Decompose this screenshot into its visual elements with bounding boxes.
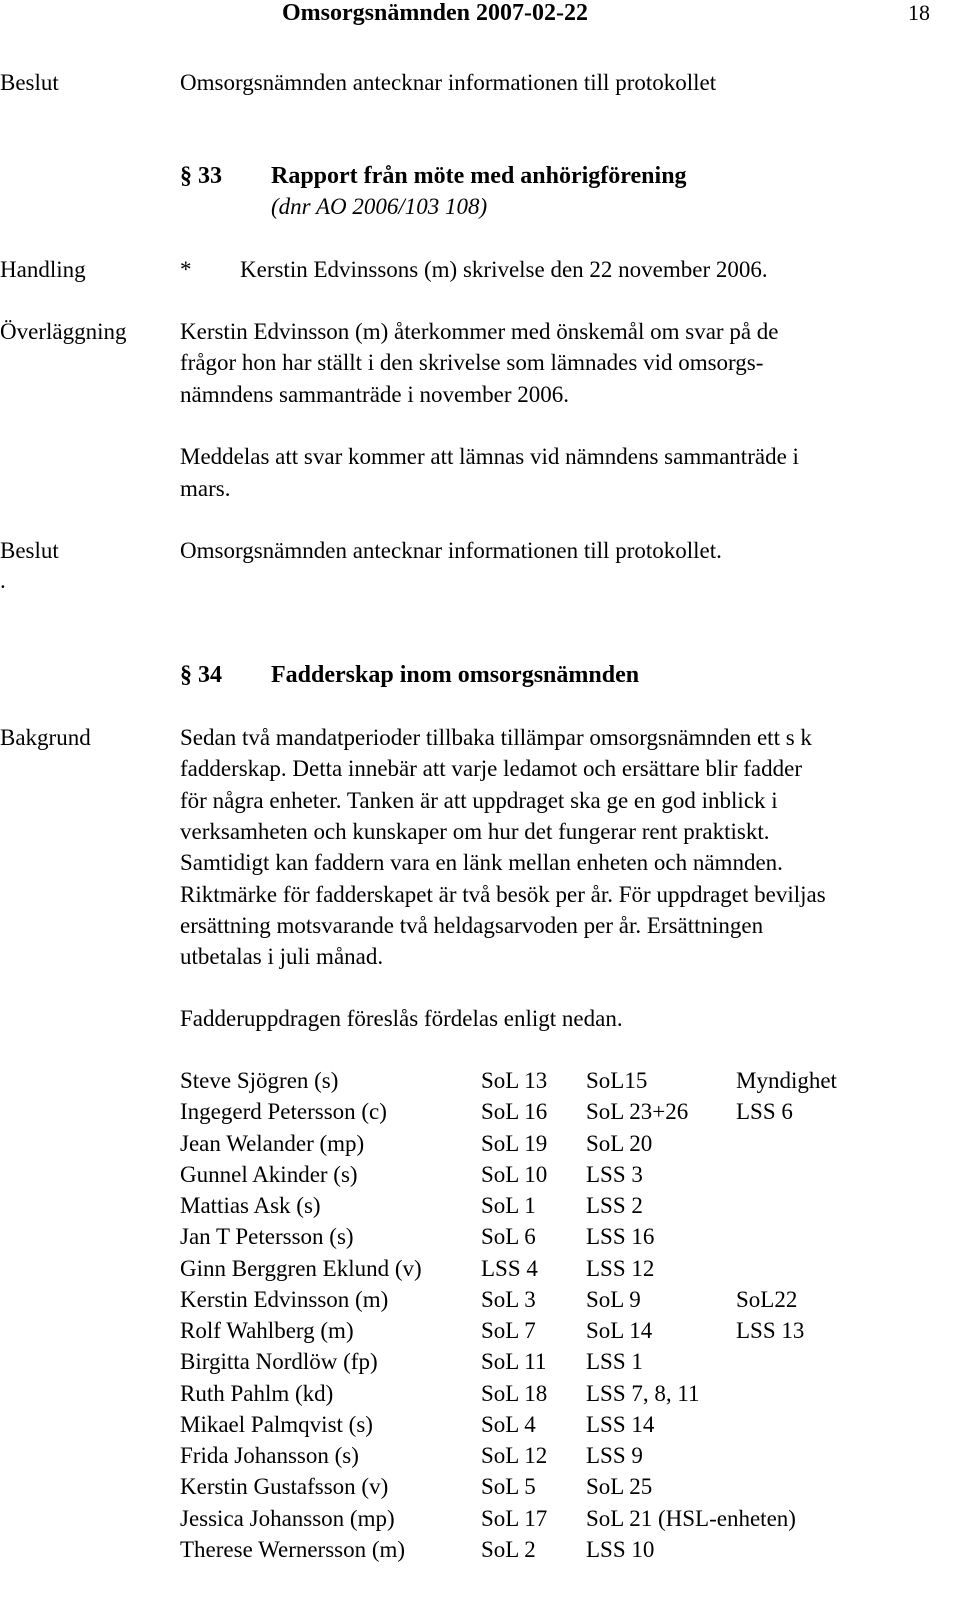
fadder-name: Frida Johansson (s) — [180, 1443, 359, 1468]
handling-label: Handling — [0, 257, 86, 282]
bakgrund-line: Riktmärke för fadderskapet är två besök per år. För uppdraget beviljas — [180, 882, 826, 907]
fadder-name: Mikael Palmqvist (s) — [180, 1412, 373, 1437]
fadder-unit-1: SoL 2 — [481, 1537, 536, 1562]
fadder-name: Steve Sjögren (s) — [180, 1068, 339, 1093]
overlaggning-line: nämndens sammanträde i november 2006. — [180, 382, 569, 407]
fadder-unit-1: SoL 11 — [481, 1349, 547, 1374]
fadder-unit-3: Myndighet — [736, 1068, 837, 1093]
fadder-name: Jessica Johansson (mp) — [180, 1506, 395, 1531]
fadder-unit-1: SoL 6 — [481, 1224, 536, 1249]
fadder-unit-1: LSS 4 — [481, 1256, 538, 1281]
fadder-unit-2: SoL 14 — [586, 1318, 653, 1343]
bakgrund-label: Bakgrund — [0, 725, 91, 750]
handling-bullet: * — [180, 257, 192, 282]
fadder-unit-2: SoL 20 — [586, 1131, 653, 1156]
fadder-name: Jean Welander (mp) — [180, 1131, 365, 1156]
fadder-unit-1: SoL 10 — [481, 1162, 548, 1187]
overlaggning-line: frågor hon har ställt i den skrivelse som lämnades vid omsorgs- — [180, 350, 764, 375]
fadder-unit-1: SoL 3 — [481, 1287, 536, 1312]
bakgrund-line: Samtidigt kan faddern vara en länk mellan enheten och nämnden. — [180, 850, 783, 875]
fadder-name: Therese Wernersson (m) — [180, 1537, 406, 1562]
section-number: § 34 — [180, 662, 222, 688]
overlaggning-line: Kerstin Edvinsson (m) återkommer med önskemål om svar på de — [180, 319, 779, 344]
fadder-unit-1: SoL 7 — [481, 1318, 536, 1343]
beslut-label: Beslut — [0, 538, 59, 563]
fadder-unit-2: SoL 21 (HSL-enheten) — [586, 1506, 796, 1531]
meddelas-line: Meddelas att svar kommer att lämnas vid nämndens sammanträde i — [180, 444, 799, 469]
fadder-unit-2: LSS 14 — [586, 1412, 655, 1437]
fadder-unit-3: LSS 13 — [736, 1318, 805, 1343]
fadder-unit-1: SoL 13 — [481, 1068, 548, 1093]
section-title: Fadderskap inom omsorgsnämnden — [271, 662, 640, 688]
fadder-unit-3: LSS 6 — [736, 1099, 793, 1124]
fadder-unit-1: SoL 4 — [481, 1412, 536, 1437]
fadder-name: Kerstin Gustafsson (v) — [180, 1474, 389, 1499]
overlaggning-label: Överläggning — [0, 319, 127, 344]
fadder-name: Gunnel Akinder (s) — [180, 1162, 358, 1187]
bakgrund-line: för några enheter. Tanken är att uppdraget ska ge en god inblick i — [180, 788, 778, 813]
beslut-label: Beslut — [0, 70, 59, 95]
fadder-unit-2: LSS 10 — [586, 1537, 655, 1562]
handling-text: Kerstin Edvinssons (m) skrivelse den 22 november 2006. — [240, 257, 768, 282]
fadder-unit-2: LSS 16 — [586, 1224, 655, 1249]
fadder-unit-2: LSS 2 — [586, 1193, 643, 1218]
beslut-text: Omsorgsnämnden antecknar informationen till protokollet — [180, 70, 717, 95]
fadder-name: Rolf Wahlberg (m) — [180, 1318, 354, 1343]
fadder-unit-2: SoL 9 — [586, 1287, 641, 1312]
fadder-unit-1: SoL 17 — [481, 1506, 548, 1531]
fadder-unit-1: SoL 12 — [481, 1443, 548, 1468]
bakgrund-line: verksamheten och kunskaper om hur det fungerar rent praktiskt. — [180, 819, 770, 844]
bakgrund-line: fadderskap. Detta innebär att varje ledamot och ersättare blir fadder — [180, 756, 802, 781]
fadder-unit-2: LSS 9 — [586, 1443, 643, 1468]
bakgrund-line: ersättning motsvarande två heldagsarvoden per år. Ersättningen — [180, 913, 764, 938]
section-number: § 33 — [180, 163, 222, 189]
bakgrund-line: utbetalas i juli månad. — [180, 944, 384, 969]
beslut-text: Omsorgsnämnden antecknar informationen till protokollet. — [180, 538, 722, 563]
fadder-name: Kerstin Edvinsson (m) — [180, 1287, 389, 1312]
fadder-name: Jan T Petersson (s) — [180, 1224, 354, 1249]
fadder-unit-1: SoL 5 — [481, 1474, 536, 1499]
fadder-unit-1: SoL 18 — [481, 1381, 548, 1406]
fadder-name: Ingegerd Petersson (c) — [180, 1099, 387, 1124]
fadder-name: Ginn Berggren Eklund (v) — [180, 1256, 422, 1281]
bakgrund-line: Sedan två mandatperioder tillbaka tillämpar omsorgsnämnden ett s k — [180, 725, 812, 750]
section-title: Rapport från möte med anhörigförening — [271, 163, 687, 189]
fadder-unit-2: LSS 7, 8, 11 — [586, 1381, 700, 1406]
fadder-unit-2: SoL 23+26 — [586, 1099, 689, 1124]
fadder-unit-2: SoL 25 — [586, 1474, 653, 1499]
fadder-name: Birgitta Nordlöw (fp) — [180, 1349, 378, 1374]
beslut-dot: . — [0, 568, 6, 593]
page-header-title: Omsorgsnämnden 2007-02-22 — [282, 0, 589, 26]
fadder-unit-2: LSS 1 — [586, 1349, 643, 1374]
fadder-unit-2: LSS 12 — [586, 1256, 655, 1281]
fadder-unit-1: SoL 16 — [481, 1099, 548, 1124]
fadder-unit-2: SoL15 — [586, 1068, 648, 1093]
fadder-unit-3: SoL22 — [736, 1287, 798, 1312]
dnr-reference: (dnr AO 2006/103 108) — [271, 194, 488, 219]
fadder-unit-2: LSS 3 — [586, 1162, 643, 1187]
fadder-name: Ruth Pahlm (kd) — [180, 1381, 334, 1406]
page-number: 18 — [908, 0, 930, 25]
fadder-name: Mattias Ask (s) — [180, 1193, 321, 1218]
fadder-unit-1: SoL 1 — [481, 1193, 536, 1218]
fadder-intro: Fadderuppdragen föreslås fördelas enligt nedan. — [180, 1006, 623, 1031]
fadder-unit-1: SoL 19 — [481, 1131, 548, 1156]
meddelas-line: mars. — [180, 476, 231, 501]
